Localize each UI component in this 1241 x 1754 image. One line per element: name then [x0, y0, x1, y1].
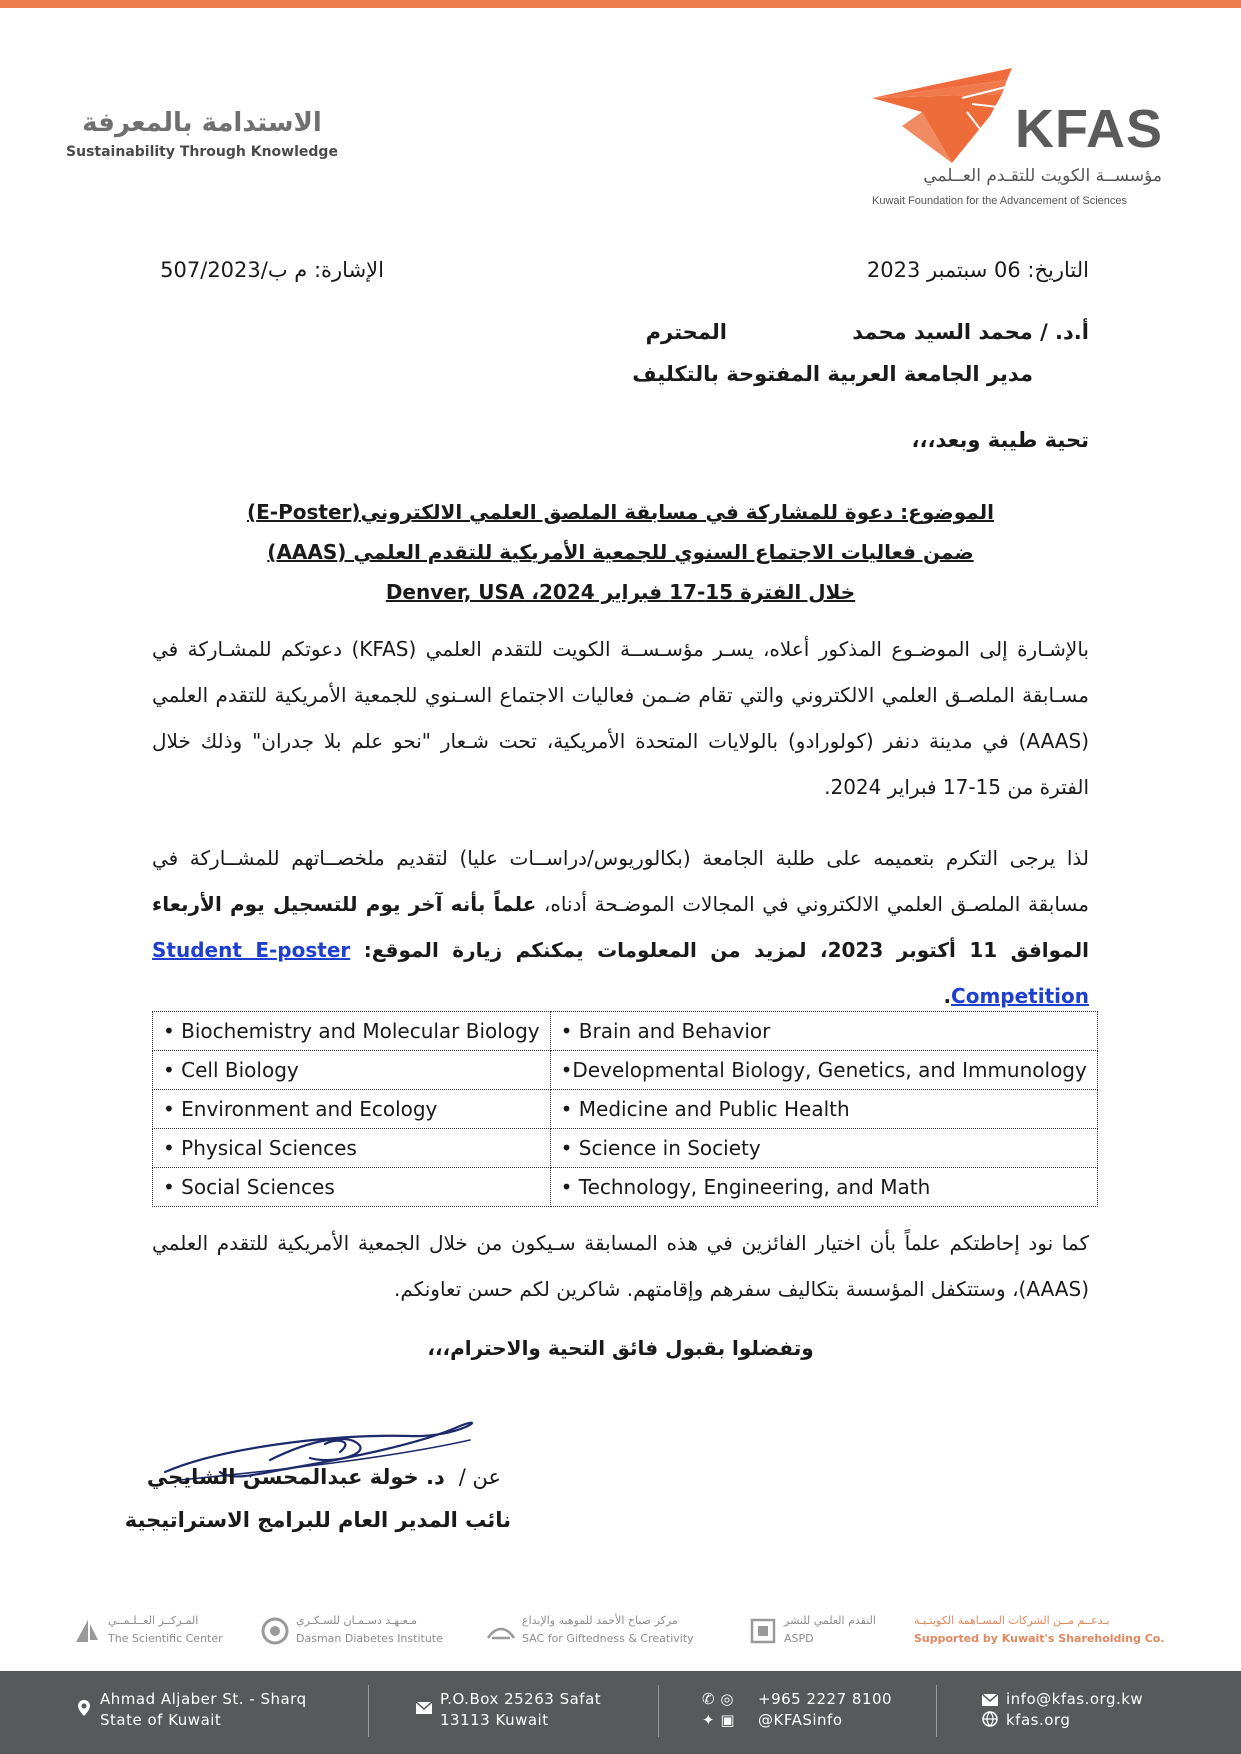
on-behalf-label: عن / — [458, 1465, 501, 1489]
body-paragraph-3: كما نود إحاطتكم علماً بأن اختيار الفائزين في هذه المسابقة سـيكون من خلال الجمعية الأمريكية للتقدم العلمي (AAAS)، وستتكفل المؤسسة بتكاليف سفرهم وإقامتهم. شاكرين لكم حسن تعاونكم. — [152, 1231, 1089, 1301]
top-accent-bar — [0, 0, 1241, 8]
partner-arabic-name: التقدم العلمي للنشر — [784, 1614, 876, 1627]
addressee-name: أ.د. / محمد السيد محمد — [852, 320, 1089, 344]
table-cell: •Developmental Biology, Genetics, and Immunology — [550, 1051, 1097, 1090]
footer-bar — [0, 1671, 1241, 1754]
email-icon — [980, 1691, 1000, 1712]
logo-arabic-name: مؤسســة الكويت للتقـدم العــلمي — [923, 166, 1162, 186]
footer-address-line-2: State of Kuwait — [100, 1711, 222, 1729]
subject-line-3: خلال الفترة 15-17 فبراير 2024، Denver, USA — [385, 580, 856, 604]
location-pin-icon — [74, 1699, 94, 1723]
logo-english-name: Kuwait Foundation for the Advancement of Sciences — [872, 195, 1127, 207]
letter-reference: الإشارة: م ب/507/2023 — [160, 258, 384, 282]
signer-name: د. خولة عبدالمحسن الشايجي — [146, 1465, 445, 1489]
greeting: تحية طيبة وبعد،،، — [911, 428, 1089, 452]
paragraph-2-text: لذا يرجى التكرم بتعميمه على طلبة الجامعة (بكالوريوس/دراســات عليا) لتقديم ملخصــاتهم للمشــاركة في مسابقة الملصـق العلمي الالكتروني في المجالات الموضـحة أدناه، — [152, 846, 1090, 916]
closing-line: وتفضلوا بقبول فائق التحية والاحترام،،، — [427, 1336, 814, 1360]
footer-phone[interactable]: +965 2227 8100 — [758, 1690, 893, 1708]
footer-website[interactable]: kfas.org — [1006, 1711, 1071, 1729]
logo-wordmark: KFAS — [1015, 99, 1164, 159]
footer-divider — [936, 1685, 937, 1737]
table-cell: • Social Sciences — [153, 1168, 551, 1207]
table-cell: • Physical Sciences — [153, 1129, 551, 1168]
dasman-icon — [260, 1616, 290, 1646]
footer-address-line-1: Ahmad Aljaber St. - Sharq — [100, 1690, 307, 1708]
twitter-instagram-icon: ✦ ▣ — [702, 1711, 736, 1729]
partner-arabic-name: المـركــز العــلـمــي — [108, 1614, 199, 1627]
subject-line-1: الموضوع: دعوة للمشاركة في مسابقة الملصق العلمي الالكتروني(E-Poster) — [246, 500, 995, 524]
table-cell: • Medicine and Public Health — [550, 1090, 1097, 1129]
partners-strip — [72, 1612, 1172, 1672]
support-english: Supported by Kuwait's Shareholding Co. — [914, 1632, 1165, 1645]
support-arabic: بـدعــم مــن الشركات المسـاهمة الكويتـيـة — [914, 1614, 1110, 1627]
addressee-title: مدير الجامعة العربية المفتوحة بالتكليف — [632, 362, 1033, 386]
partner-english-name: The Scientific Center — [108, 1632, 223, 1645]
signer-title: نائب المدير العام للبرامج الاستراتيجية — [124, 1508, 511, 1532]
table-cell: • Environment and Ecology — [153, 1090, 551, 1129]
partner-english-name: SAC for Giftedness & Creativity — [522, 1632, 694, 1645]
footer-social-handle[interactable]: @KFASinfo — [758, 1711, 843, 1729]
addressee-line — [646, 320, 1089, 344]
signer-line — [147, 1465, 501, 1489]
partner-arabic-name: مـعـهـد دسـمـان للسـكـري — [296, 1614, 418, 1627]
subject-block — [152, 492, 1089, 612]
sac-icon — [486, 1616, 516, 1646]
footer-email[interactable]: info@kfas.org.kw — [1006, 1690, 1144, 1708]
footer-pobox-line-1: P.O.Box 25263 Safat — [440, 1690, 602, 1708]
table-cell: • Technology, Engineering, and Math — [550, 1168, 1097, 1207]
table-row — [153, 1090, 1098, 1129]
paragraph-2-end: . — [943, 984, 952, 1008]
slogan-block — [62, 108, 342, 160]
table-row — [153, 1168, 1098, 1207]
addressee-honorific: المحترم — [645, 320, 727, 344]
partner-english-name: Dasman Diabetes Institute — [296, 1632, 443, 1645]
body-paragraph-1: بالإشـارة إلى الموضـوع المذكور أعلاه، يسـر مؤسـســة الكويت للتقدم العلمي (KFAS) دعوتكم للمشـاركة في مسـابقة الملصـق العلمي الالكتروني والتي تقام ضـمن فعاليات الاجتماع السـنوي للجمعية الأمريكية للتقدم العلمي (AAAS) في مدينة دنفر (كولورادو) بالولايات المتحدة الأمريكية، تحت شـعار "نحو علم بلا جدران" وذلك خلال الفترة من 15-17 فبراير 2024. — [152, 637, 1089, 799]
kfas-wing-icon — [862, 68, 1022, 168]
competition-link[interactable]: Student E-poster Competition — [152, 938, 1089, 1008]
table-row — [153, 1012, 1098, 1051]
mail-envelope-icon — [414, 1699, 434, 1720]
letter-date: التاريخ: 06 سبتمبر 2023 — [866, 258, 1089, 282]
footer-pobox-line-2: 13113 Kuwait — [440, 1711, 549, 1729]
table-cell: • Biochemistry and Molecular Biology — [153, 1012, 551, 1051]
table-cell: • Cell Biology — [153, 1051, 551, 1090]
slogan-english: Sustainability Through Knowledge — [66, 144, 338, 160]
body-paragraph-2 — [152, 835, 1089, 1019]
footer-divider — [658, 1685, 659, 1737]
sail-icon — [72, 1616, 102, 1646]
registration-deadline-text: علماً بأنه آخر يوم للتسجيل يوم الأربعاء الموافق 11 أكتوبر 2023، لمزيد من المعلومات يمكنكم زيارة الموقع: — [152, 892, 1089, 962]
table-row — [153, 1051, 1098, 1090]
fields-table — [152, 1011, 1098, 1207]
partner-arabic-name: مركز صباح الأحمد للموهبة والإبداع — [522, 1614, 678, 1627]
aspd-icon — [748, 1616, 778, 1646]
phone-whatsapp-icon: ✆ ◎ — [702, 1690, 734, 1708]
table-cell: • Brain and Behavior — [550, 1012, 1097, 1051]
table-cell: • Science in Society — [550, 1129, 1097, 1168]
kfas-logo — [862, 68, 1162, 218]
table-row — [153, 1129, 1098, 1168]
slogan-arabic: الاستدامة بالمعرفة — [82, 108, 322, 138]
footer-divider — [368, 1685, 369, 1737]
globe-icon — [980, 1711, 1000, 1733]
partner-english-name: ASPD — [784, 1632, 814, 1645]
subject-line-2: ضمن فعاليات الاجتماع السنوي للجمعية الأمريكية للتقدم العلمي (AAAS) — [267, 540, 974, 564]
